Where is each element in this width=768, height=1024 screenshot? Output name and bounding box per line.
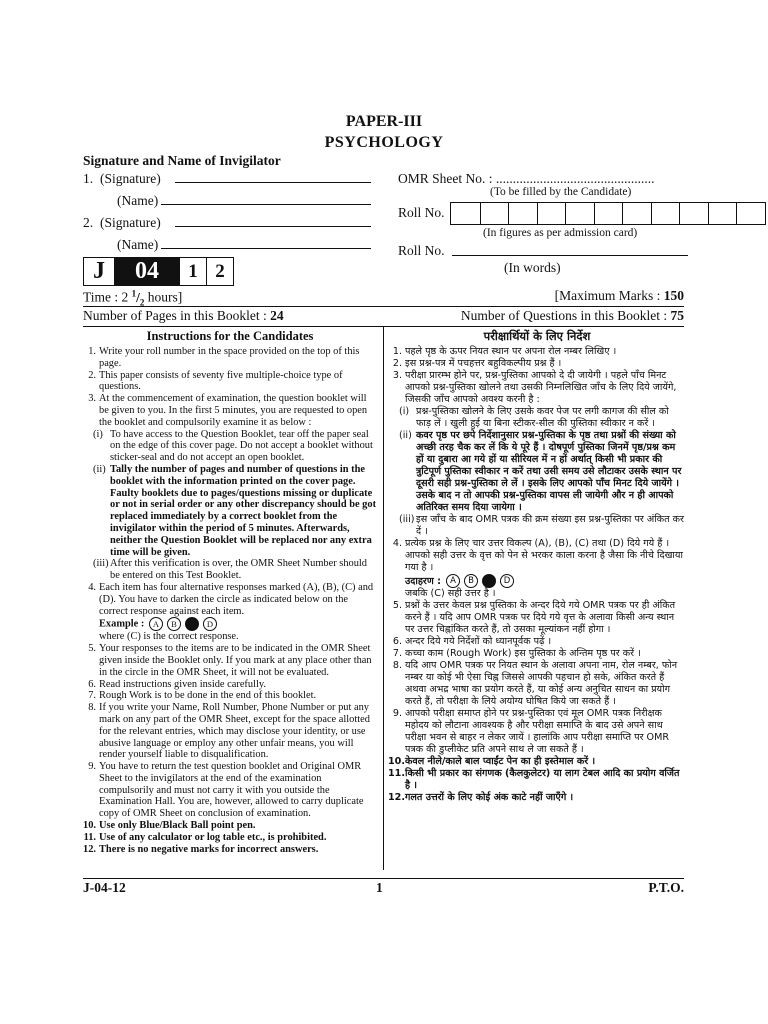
instruction-item: प्रश्नों के उत्तर केवल प्रश्न पुस्तिका के अन्दर दिये गये OMR पत्रक पर ही अंकित करने हैं । यदि आप OMR पत्रक पर दिये गये वृत्त के अलावा किसी अन्य स्थान पर उत्तर चिह्नांकित करते हैं, तो उसका मूल्यांकन नहीं होगा । [405,600,676,635]
roll-words-note: (In words) [504,260,561,275]
instruction-item: At the commencement of examination, the question booklet will be given to you. In the first 5 minutes, you are requested to open the booklet and compulsorily examine it as below : [99,393,368,428]
time-label: Time : 2 $^1/_2$ hours] [83,288,183,308]
instruction-item: Read instructions given inside carefully. [99,678,266,690]
code-cell-2: 2 [206,258,233,285]
instruction-item: This paper consists of seventy five multiple-choice type of questions. [99,369,343,393]
instruction-item: There is no negative marks for incorrect answers. [99,843,319,855]
code-digits: 04 [114,258,179,285]
instruction-item: आपको परीक्षा समाप्त होने पर प्रश्न-पुस्तिका एवं मूल OMR पत्रक निरीक्षक महोदय को लौटाना आवश्यक है और परीक्षा समाप्ति के बाद उसे अपने साथ परीक्षा भवन से बाहर न लेकर जायें । हालांकि आप परीक्षा समाप्ति पर OMR पत्रक की डुप्लीकेट प्रति अपने साथ ले जा सकते हैं । [405,708,670,755]
instruction-item: Rough Work is to be done in the end of this booklet. [99,690,317,702]
instruction-item: Use of any calculator or log table etc., is prohibited. [99,831,327,843]
signature-line[interactable] [175,215,371,227]
code-cell-1: 1 [179,258,206,285]
subject-title: PSYCHOLOGY [324,134,444,151]
instruction-item: किसी भी प्रकार का संगणक (कैलकुलेटर) या लाग टेबल आदि का प्रयोग वर्जित है । [405,768,680,791]
invigilator-row-label: (Name) [117,237,159,252]
instruction-subitem: To have access to the Question Booklet, tear off the paper seal on the edge of this cover page. Do not accept a booklet without sticker-seal and do not accept an open booklet. [110,428,373,464]
invigilator-row-label: (Name) [117,193,159,208]
instruction-item: इस प्रश्न-पत्र में पचहत्तर बहुविकल्पीय प्रश्न हैं । [405,358,562,369]
instruction-item: Each item has four alternative responses marked (A), (B), (C) and (D). You have to darken the circle as indicated below on the correct response against each item. [99,581,374,617]
roll-no-label: Roll No. [398,205,445,220]
invigilator-row-3 [83,215,383,237]
pages-count: Number of Pages in this Booklet : 24 [83,308,284,323]
instruction-subitem: After this verification is over, the OMR Sheet Number should be entered on this Test Booklet. [110,558,367,582]
code-series: J [93,258,105,284]
option-c-filled-circle [482,574,496,588]
example-row-hi: उदाहरण : A B D [388,574,686,588]
instruction-item: प्रत्येक प्रश्न के लिए चार उत्तर विकल्प (A), (B), (C) तथा (D) दिये गये हैं । आपको सही उत्तर के वृत्त को पेन से भरकर काला करना है जैसा कि नीचे दिखाया गया है । [405,538,683,573]
option-b-circle: B [167,617,181,631]
option-a-circle: A [446,574,460,588]
pto-label: P.T.O. [648,880,684,895]
paper-code-box [83,257,234,286]
instruction-subitem: इस जाँच के बाद OMR पत्रक की क्रम संख्या इस प्रश्न-पुस्तिका पर अंकित कर दें । [416,514,684,537]
invigilator-heading: Signature and Name of Invigilator [83,153,281,168]
column-divider [383,327,384,870]
roll-note: (In figures as per admission card) [483,227,638,239]
omr-sheet-field[interactable]: OMR Sheet No. : ............................................... [398,171,655,186]
instruction-item: केवल नीले/काले बाल प्वाईंट पेन का ही इस्तेमाल करें । [405,756,596,767]
signature-line[interactable] [175,171,371,183]
invigilator-rows [83,171,383,259]
option-d-circle: D [203,617,217,631]
instructions-en-title: Instructions for the Candidates [146,329,314,343]
example-row: Example : A B D [82,617,378,631]
option-b-circle: B [464,574,478,588]
invigilator-row-label: (Signature) [100,171,161,186]
invigilator-row-2 [83,193,383,215]
page-number: 1 [376,880,383,895]
invigilator-row-4 [83,237,383,259]
name-line[interactable] [161,193,371,205]
name-line[interactable] [161,237,371,249]
invigilator-row-1 [83,171,383,193]
option-a-circle: A [149,617,163,631]
roll-words-label: Roll No. [398,243,445,258]
roll-words-line[interactable] [452,244,688,256]
option-d-circle: D [500,574,514,588]
instruction-item: Use only Blue/Black Ball point pen. [99,820,256,832]
invigilator-row-label: (Signature) [100,215,161,230]
instruction-item: If you write your Name, Roll Number, Phone Number or put any mark on any part of the OMR Sheet, except for the space allotted for the relevant entries, which may disclose your identity, or use abusive language or employ any other unfair means, you will render yourself liable to disqualification. [99,702,370,761]
instruction-subitem: कवर पृष्ठ पर छपे निर्देशानुसार प्रश्न-पुस्तिका के पृष्ठ तथा प्रश्नों की संख्या को अच्छी तरह चैक कर लें कि ये पूरे हैं । दोषपूर्ण पुस्तिका जिनमें पृष्ठ/प्रश्न कम हों या दुबारा आ गये हों या सीरियल में न हों अर्थात् किसी भी प्रकार की त्रुटिपूर्ण पुस्तिका स्वीकार न करें तथा उसी समय उसे लौटाकर उसके स्थान पर दूसरी सही प्रश्न-पुस्तिका ले लें । इसके लिए आपको पाँच मिनट दिये जायेंगे । उसके बाद न तो आपकी प्रश्न-पुस्तिका वापस ली जायेगी और न ही आपको अतिरिक्त समय दिया जायेगा । [416,430,682,513]
instruction-item: Write your roll number in the space provided on the top of this page. [99,346,360,369]
instruction-item: You have to return the test question booklet and Original OMR Sheet to the invigilators at the end of the examination compulsorily and must not carry it with you outside the Examination Hall. You are, however, allowed to carry duplicate copy of OMR Sheet on conclusion of examination. [99,761,364,820]
instructions-english: Instructions for the Candidates 1. Write your roll number in the space provided on the top of this page. 2. This paper consists of seventy five multiple-choice type of questions. 3. At the commencement of examination, the question booklet will be given to you. In the first 5 minutes, you are requested to open the booklet and compulsorily examine it as below : (i) To have access to the Question Booklet, tear off the paper seal on the edge of this cover page. Do not accept a booklet without sticker-seal and do not accept an open booklet. (ii) Tally the number of pages and number of questions in the booklet with the information printed on the cover page. Faulty booklets due to pages/questions missing or duplicate or not in serial order or any other discrepancy should be got replaced immediately by a correct booklet from the invigilator within the period of 5 minutes. Afterwards, neither the Question Booklet will be replaced nor any extra time will be given. (iii) After this verification is over, the OMR Sheet Number should be entered on this Test Booklet. 4. Each item has four alternative responses marked (A), (B), (C) and (D). You have to darken the circle as indicated below on the correct response against each item. Example : A B D where (C) is the correct response. 5. Your responses to the items are to be indicated in the OMR Sheet given inside the Booklet only. If you mark at any place other than in the circle in the OMR Sheet, it will not be evaluated. 6. Read instructions given inside carefully. 7. Rough Work is to be done in the end of this booklet. 8. If you write your Name, Roll Number, Phone Number or put any mark on any part of the OMR Sheet, except for the space allotted for the relevant entries, which may disclose your identity, or use abusive language or employ any other unfair means, you will render yourself liable to disqualification. 9. You have to return the test question booklet and Original OMR Sheet to the invigilators at the end of the examination compulsorily and must not carry it with you outside the Examination Hall. You are, however, allowed to carry duplicate copy of OMR Sheet on conclusion of examination. 10. Use only Blue/Black Ball point pen. 11. Use of any calculator or log table etc., is prohibited. 12. There is no negative marks for incorrect answers. [83,329,377,855]
invigilator-row-num: 2. [83,215,94,230]
instruction-item: Your responses to the items are to be indicated in the OMR Sheet given inside the Booklet only. If you mark at any place other than in the circle in the OMR Sheet, it will not be evaluated. [99,643,372,678]
invigilator-row-num: 1. [83,171,94,186]
instruction-item: परीक्षा प्रारम्भ होने पर, प्रश्न-पुस्तिका आपको दे दी जायेगी । पहले पाँच मिनट आपको प्रश्न-पुस्तिका खोलने तथा उसकी निम्नलिखित जाँच के लिए दिये जायेंगे, जिसकी जाँच आपको अवश्य करनी है : [405,370,677,405]
omr-note: (To be filled by the Candidate) [490,186,632,198]
instruction-subitem: Tally the number of pages and number of questions in the booklet with the information printed on the cover page. Faulty booklets due to pages/questions missing or duplicate or not in serial order or any other discrepancy should be got replaced immediately by a correct booklet from the invigilator within the period of 5 minutes. Afterwards, neither the Question Booklet will be replaced nor any extra time will be given. [110,463,377,558]
max-marks: [Maximum Marks : 150 [554,288,684,303]
instruction-item: यदि आप OMR पत्रक पर नियत स्थान के अलावा अपना नाम, रोल नम्बर, फोन नम्बर या कोई भी ऐसा चिह्न जिससे आपकी पहचान हो सके, अंकित करते हैं अथवा अभद्र भाषा का प्रयोग करते हैं, या कोई अन्य अनुचित साधन का प्रयोग करते हैं, तो परीक्षा के लिये अयोग्य घोषित किये जा सकते हैं । [405,660,678,707]
option-c-filled-circle [185,617,199,631]
instructions-hi-title: परीक्षार्थियों के लिए निर्देश [483,329,591,343]
instruction-item: कच्चा काम (Rough Work) इस पुस्तिका के अन्तिम पृष्ठ पर करें । [405,648,641,659]
questions-count: Number of Questions in this Booklet : 75 [460,308,684,323]
example-note: where (C) is the correct response. [99,631,239,643]
example-note: जबकि (C) सही उत्तर है । [405,588,496,599]
instructions-hindi: परीक्षार्थियों के लिए निर्देश 1. पहले पृष्ठ के ऊपर नियत स्थान पर अपना रोल नम्बर लिखिए । 2. इस प्रश्न-पत्र में पचहत्तर बहुविकल्पीय प्रश्न हैं । 3. परीक्षा प्रारम्भ होने पर, प्रश्न-पुस्तिका आपको दे दी जायेगी । पहले पाँच मिनट आपको प्रश्न-पुस्तिका खोलने तथा उसकी निम्नलिखित जाँच के लिए दिये जायेंगे, जिसकी जाँच आपको अवश्य करनी है : (i) प्रश्न-पुस्तिका खोलने के लिए उसके कवर पेज पर लगी कागज की सील को फाड़ लें । खुली हुई या बिना स्टीकर-सील की पुस्तिका स्वीकार न करें । (ii) कवर पृष्ठ पर छपे निर्देशानुसार प्रश्न-पुस्तिका के पृष्ठ तथा प्रश्नों की संख्या को अच्छी तरह चैक कर लें कि ये पूरे हैं । दोषपूर्ण पुस्तिका जिनमें पृष्ठ/प्रश्न कम हों या दुबारा आ गये हों या सीरियल में न हों अर्थात् किसी भी प्रकार की त्रुटिपूर्ण पुस्तिका स्वीकार न करें तथा उसी समय उसे लौटाकर उसके स्थान पर दूसरी सही प्रश्न-पुस्तिका ले लें । इसके लिए आपको पाँच मिनट दिये जायेंगे । उसके बाद न तो आपकी प्रश्न-पुस्तिका वापस ली जायेगी और न ही आपको अतिरिक्त समय दिया जायेगा । (iii) इस जाँच के बाद OMR पत्रक की क्रम संख्या इस प्रश्न-पुस्तिका पर अंकित कर दें । 4. प्रत्येक प्रश्न के लिए चार उत्तर विकल्प (A), (B), (C) तथा (D) दिये गये हैं । आपको सही उत्तर के वृत्त को पेन से भरकर काला करना है जैसा कि नीचे दिखाया गया है । उदाहरण : A B D जबकि (C) सही उत्तर है । 5. प्रश्नों के उत्तर केवल प्रश्न पुस्तिका के अन्दर दिये गये OMR पत्रक पर ही अंकित करने हैं । यदि आप OMR पत्रक पर दिये गये वृत्त के अलावा किसी अन्य स्थान पर उत्तर चिह्नांकित करते हैं, तो उसका मूल्यांकन नहीं होगा । 6. अन्दर दिये गये निर्देशों को ध्यानपूर्वक पढ़ें । 7. कच्चा काम (Rough Work) इस पुस्तिका के अन्तिम पृष्ठ पर करें । 8. यदि आप OMR पत्रक पर नियत स्थान के अलावा अपना नाम, रोल नम्बर, फोन नम्बर या कोई भी ऐसा चिह्न जिससे आपकी पहचान हो सके, अंकित करते हैं अथवा अभद्र भाषा का प्रयोग करते हैं, या कोई अन्य अनुचित साधन का प्रयोग करते हैं, तो परीक्षा के लिये अयोग्य घोषित किये जा सकते हैं । 9. आपको परीक्षा समाप्त होने पर प्रश्न-पुस्तिका एवं मूल OMR पत्रक निरीक्षक महोदय को लौटाना आवश्यक है और परीक्षा समाप्ति के बाद उसे अपने साथ परीक्षा भवन से बाहर न लेकर जायें । हालांकि आप परीक्षा समाप्ति पर OMR पत्रक की डुप्लीकेट प्रति अपने साथ ले जा सकते हैं । 10. केवल नीले/काले बाल प्वाईंट पेन का ही इस्तेमाल करें । 11. किसी भी प्रकार का संगणक (कैलकुलेटर) या लाग टेबल आदि का प्रयोग वर्जित है । 12. गलत उत्तरों के लिए कोई अंक काटे नहीं जाएँगे । [388,329,686,804]
footer-code: J-04-12 [83,880,126,895]
roll-number-boxes[interactable] [450,202,766,225]
instruction-item: गलत उत्तरों के लिए कोई अंक काटे नहीं जाएँगे । [405,792,574,803]
instruction-subitem: प्रश्न-पुस्तिका खोलने के लिए उसके कवर पेज पर लगी कागज की सील को फाड़ लें । खुली हुई या बिना स्टीकर-सील की पुस्तिका स्वीकार न करें । [416,406,669,429]
paper-title: PAPER-III [345,113,423,130]
instruction-item: पहले पृष्ठ के ऊपर नियत स्थान पर अपना रोल नम्बर लिखिए । [405,346,617,357]
instruction-item: अन्दर दिये गये निर्देशों को ध्यानपूर्वक पढ़ें । [405,636,552,647]
